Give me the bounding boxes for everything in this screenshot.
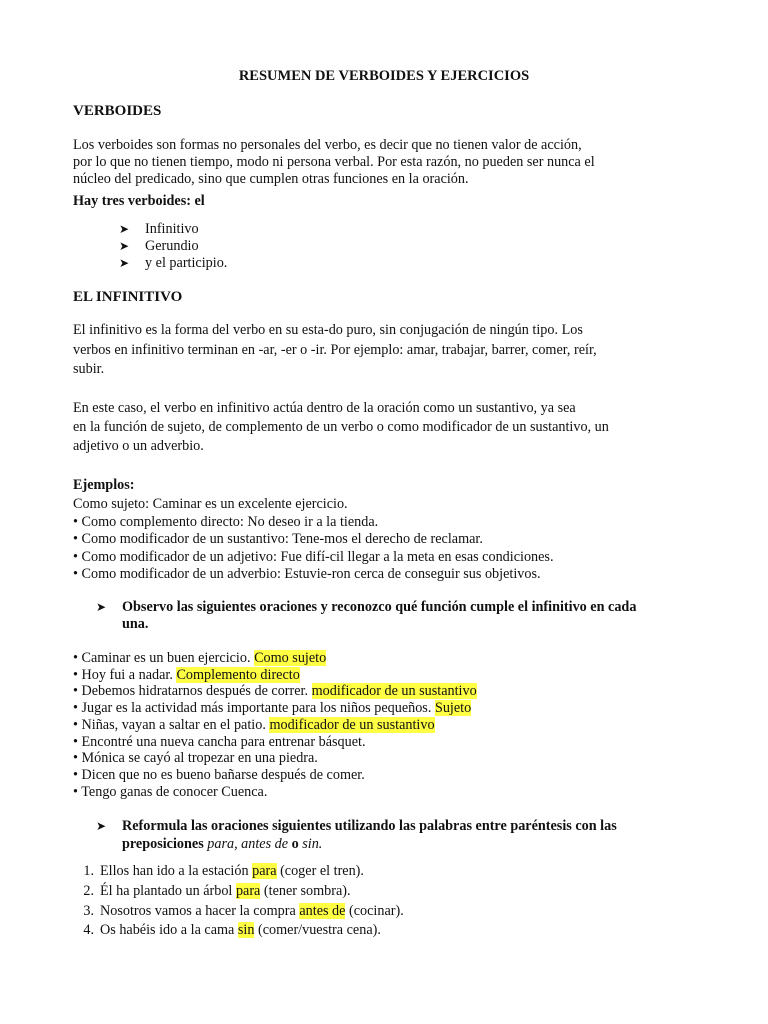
exercise-item: • Debemos hidratarnos después de correr. modificador de un sustantivo: [73, 683, 477, 699]
heading-verboides: VERBOIDES: [73, 103, 162, 119]
example-line: • Como modificador de un sustantivo: Tene-mos el derecho de reclamar.: [73, 531, 483, 547]
heading-infinitivo: EL INFINITIVO: [73, 289, 183, 305]
exercise-item: • Caminar es un buen ejercicio. Como sujeto: [73, 650, 327, 666]
exercise-item: • Dicen que no es bueno bañarse después de comer.: [73, 767, 365, 783]
paragraph-line: En este caso, el verbo en infinitivo actúa dentro de la oración como un sustantivo, ya sea: [73, 400, 576, 416]
answer-highlight: Complemento directo: [176, 667, 300, 683]
paragraph-line: El infinitivo es la forma del verbo en su esta-do puro, sin conjugación de ningún tipo. Los: [73, 322, 583, 338]
exercise-item: • Niñas, vayan a saltar en el patio. modificador de un sustantivo: [73, 717, 435, 733]
arrow-bullet-icon: ➤: [119, 256, 130, 270]
subheading-tres-verboides: Hay tres verboides: el: [73, 193, 205, 209]
examples-heading: Ejemplos:: [73, 477, 135, 493]
exercise-item: • Mónica se cayó al tropezar en una piedra.: [73, 750, 318, 766]
exercise-item: • Jugar es la actividad más importante para los niños pequeños. Sujeto: [73, 700, 472, 716]
preposition-highlight: para: [235, 883, 261, 899]
exercise-instruction-cont: preposiciones para, antes de o sin.: [122, 836, 323, 852]
answer-highlight: modificador de un sustantivo: [269, 717, 435, 733]
list-item: ➤ Infinitivo: [119, 221, 199, 237]
answer-highlight: modificador de un sustantivo: [311, 683, 477, 699]
list-item: ➤ y el participio.: [119, 255, 228, 271]
numbered-item: 3. Nosotros vamos a hacer la compra antes de (cocinar).: [83, 903, 404, 919]
arrow-bullet-icon: ➤: [96, 819, 107, 833]
example-line: Como sujeto: Caminar es un excelente ejercicio.: [73, 496, 348, 512]
exercise-item: • Hoy fui a nadar. Complemento directo: [73, 667, 300, 683]
exercise-item: • Tengo ganas de conocer Cuenca.: [73, 784, 268, 800]
answer-highlight: Como sujeto: [254, 650, 327, 666]
exercise-instruction: ➤ Reformula las oraciones siguientes utilizando las palabras entre paréntesis con las: [96, 818, 617, 834]
paragraph-line: Los verboides son formas no personales del verbo, es decir que no tienen valor de acción,: [73, 137, 582, 153]
exercise-instruction: ➤ Observo las siguientes oraciones y reconozco qué función cumple el infinitivo en cada: [96, 599, 637, 615]
paragraph-line: en la función de sujeto, de complemento de un verbo o como modificador de un sustantivo, un: [73, 419, 609, 435]
paragraph-line: por lo que no tienen tiempo, modo ni persona verbal. Por esta razón, no pueden ser nunca el: [73, 154, 595, 170]
preposition-highlight: sin: [237, 922, 255, 938]
answer-highlight: Sujeto: [434, 700, 472, 716]
paragraph-line: subir.: [73, 361, 105, 377]
preposition-highlight: antes de: [299, 903, 346, 919]
arrow-bullet-icon: ➤: [119, 239, 130, 253]
arrow-bullet-icon: ➤: [119, 222, 130, 236]
numbered-item: 2. Él ha plantado un árbol para (tener sombra).: [83, 883, 351, 899]
page-title: RESUMEN DE VERBOIDES Y EJERCICIOS: [238, 68, 530, 84]
exercise-item: • Encontré una nueva cancha para entrenar básquet.: [73, 734, 366, 750]
preposition-highlight: para: [252, 863, 277, 879]
paragraph-line: verbos en infinitivo terminan en -ar, -er o -ir. Por ejemplo: amar, trabajar, barrer, comer, reír,: [73, 342, 597, 358]
example-line: • Como modificador de un adverbio: Estuvie-ron cerca de conseguir sus objetivos.: [73, 566, 541, 582]
exercise-instruction-cont: una.: [122, 616, 149, 632]
paragraph-line: adjetivo o un adverbio.: [73, 438, 204, 454]
list-item: ➤ Gerundio: [119, 238, 199, 254]
example-line: • Como complemento directo: No deseo ir a la tienda.: [73, 514, 379, 530]
paragraph-line: núcleo del predicado, sino que cumplen otras funciones en la oración.: [73, 171, 469, 187]
numbered-item: 4. Os habéis ido a la cama sin (comer/vuestra cena).: [83, 922, 381, 938]
arrow-bullet-icon: ➤: [96, 600, 107, 614]
numbered-item: 1. Ellos han ido a la estación para (coger el tren).: [83, 863, 364, 879]
example-line: • Como modificador de un adjetivo: Fue difí-cil llegar a la meta en esas condiciones.: [73, 549, 554, 565]
